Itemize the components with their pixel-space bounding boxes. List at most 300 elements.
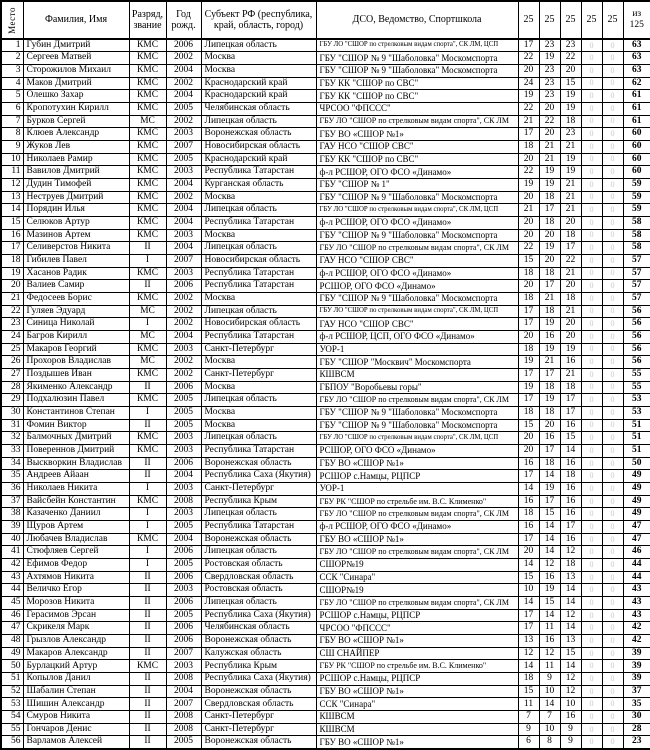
score-1: 18 bbox=[518, 140, 539, 153]
score-5: 0 bbox=[602, 204, 623, 217]
athlete-name: Хасанов Радик bbox=[23, 267, 129, 280]
athlete-name: Кропотухин Кирилл bbox=[23, 102, 129, 115]
club: ГБУ "СШОР № 9 "Шаболовка" Москомспорта bbox=[316, 52, 518, 65]
region: Новосибирская область bbox=[201, 254, 316, 267]
club: КШВСМ bbox=[316, 711, 518, 724]
place: 13 bbox=[1, 191, 23, 204]
score-4: 0 bbox=[581, 457, 602, 470]
score-4: 0 bbox=[581, 368, 602, 381]
place: 17 bbox=[1, 242, 23, 255]
birth-year: 2002 bbox=[166, 356, 201, 369]
score-5: 0 bbox=[602, 609, 623, 622]
score-2: 19 bbox=[539, 483, 560, 496]
table-row bbox=[1, 571, 650, 584]
athlete-name: Выскворкин Владислав bbox=[23, 457, 129, 470]
score-5: 0 bbox=[602, 660, 623, 673]
athlete-name: Николаев Никита bbox=[23, 483, 129, 496]
score-5: 0 bbox=[602, 647, 623, 660]
score-3: 14 bbox=[560, 622, 581, 635]
region: Липецкая область bbox=[201, 508, 316, 521]
birth-year: 2003 bbox=[166, 483, 201, 496]
score-1: 21 bbox=[518, 115, 539, 128]
birth-year: 2002 bbox=[166, 318, 201, 331]
score-1: 17 bbox=[518, 533, 539, 546]
score-3: 20 bbox=[560, 64, 581, 77]
birth-year: 2008 bbox=[166, 673, 201, 686]
score-2: 14 bbox=[539, 521, 560, 534]
table-row bbox=[1, 660, 650, 673]
table-row bbox=[1, 457, 650, 470]
birth-year: 2003 bbox=[166, 267, 201, 280]
score-1: 18 bbox=[518, 508, 539, 521]
rank: КМС bbox=[129, 533, 166, 546]
athlete-name: Бурлацкий Артур bbox=[23, 660, 129, 673]
place: 36 bbox=[1, 483, 23, 496]
region: Ростовская область bbox=[201, 559, 316, 572]
score-1: 12 bbox=[518, 647, 539, 660]
total: 39 bbox=[623, 673, 650, 686]
score-4: 0 bbox=[581, 584, 602, 597]
score-2: 17 bbox=[539, 445, 560, 458]
birth-year: 2002 bbox=[166, 305, 201, 318]
total: 57 bbox=[623, 267, 650, 280]
rank: I bbox=[129, 559, 166, 572]
total: 43 bbox=[623, 609, 650, 622]
score-3: 18 bbox=[560, 229, 581, 242]
birth-year: 2007 bbox=[166, 140, 201, 153]
score-2: 8 bbox=[539, 736, 560, 749]
rank: КМС bbox=[129, 445, 166, 458]
place: 52 bbox=[1, 685, 23, 698]
score-4: 0 bbox=[581, 330, 602, 343]
place: 35 bbox=[1, 470, 23, 483]
score-1: 13 bbox=[518, 635, 539, 648]
region: Свердловская область bbox=[201, 571, 316, 584]
rank: II bbox=[129, 470, 166, 483]
score-4: 0 bbox=[581, 736, 602, 749]
place: 23 bbox=[1, 318, 23, 331]
score-5: 0 bbox=[602, 597, 623, 610]
total: 60 bbox=[623, 140, 650, 153]
region: Республика Татарстан bbox=[201, 166, 316, 179]
score-5: 0 bbox=[602, 635, 623, 648]
rank: КМС bbox=[129, 216, 166, 229]
birth-year: 2004 bbox=[166, 178, 201, 191]
region: Свердловская область bbox=[201, 698, 316, 711]
total: 42 bbox=[623, 622, 650, 635]
score-2: 21 bbox=[539, 140, 560, 153]
score-3: 16 bbox=[560, 457, 581, 470]
birth-year: 2002 bbox=[166, 115, 201, 128]
total: 59 bbox=[623, 191, 650, 204]
club: ГБУ ЛО "СШОР по стрелковым видам спорта", СК ЛМ bbox=[316, 242, 518, 255]
score-2: 11 bbox=[539, 660, 560, 673]
total: 62 bbox=[623, 77, 650, 90]
birth-year: 2008 bbox=[166, 711, 201, 724]
total: 60 bbox=[623, 153, 650, 166]
score-1: 17 bbox=[518, 305, 539, 318]
score-2: 16 bbox=[539, 330, 560, 343]
table-row bbox=[1, 77, 650, 90]
club: ГБУ КК "СШОР по СВС" bbox=[316, 90, 518, 103]
score-4: 0 bbox=[581, 597, 602, 610]
athlete-name: Багров Кирилл bbox=[23, 330, 129, 343]
region: Липецкая область bbox=[201, 394, 316, 407]
rank: КМС bbox=[129, 39, 166, 52]
athlete-name: Варламов Алексей bbox=[23, 736, 129, 749]
score-5: 0 bbox=[602, 736, 623, 749]
score-5: 0 bbox=[602, 445, 623, 458]
score-4: 0 bbox=[581, 90, 602, 103]
athlete-name: Копылов Данил bbox=[23, 673, 129, 686]
total: 55 bbox=[623, 381, 650, 394]
athlete-name: Якименко Александр bbox=[23, 381, 129, 394]
rank: I bbox=[129, 254, 166, 267]
table-row bbox=[1, 685, 650, 698]
total: 61 bbox=[623, 90, 650, 103]
place: 16 bbox=[1, 229, 23, 242]
score-1: 17 bbox=[518, 470, 539, 483]
score-3: 16 bbox=[560, 356, 581, 369]
athlete-name: Поздышев Иван bbox=[23, 368, 129, 381]
score-2: 19 bbox=[539, 178, 560, 191]
athlete-name: Селиверстов Никита bbox=[23, 242, 129, 255]
total: 60 bbox=[623, 128, 650, 141]
score-5: 0 bbox=[602, 546, 623, 559]
total: 39 bbox=[623, 647, 650, 660]
score-4: 0 bbox=[581, 216, 602, 229]
table-row bbox=[1, 166, 650, 179]
table-row bbox=[1, 508, 650, 521]
total: 49 bbox=[623, 495, 650, 508]
club: ГБУ КК "СШОР по СВС" bbox=[316, 153, 518, 166]
score-4: 0 bbox=[581, 559, 602, 572]
total: 43 bbox=[623, 584, 650, 597]
score-1: 20 bbox=[518, 546, 539, 559]
score-5: 0 bbox=[602, 711, 623, 724]
score-2: 18 bbox=[539, 191, 560, 204]
score-1: 7 bbox=[518, 711, 539, 724]
place: 19 bbox=[1, 267, 23, 280]
total: 44 bbox=[623, 571, 650, 584]
score-3: 16 bbox=[560, 711, 581, 724]
column-header-total: из 125 bbox=[623, 1, 650, 39]
table-row bbox=[1, 673, 650, 686]
score-5: 0 bbox=[602, 584, 623, 597]
athlete-name: Сергеев Матвей bbox=[23, 52, 129, 65]
score-3: 23 bbox=[560, 39, 581, 52]
table-row bbox=[1, 39, 650, 52]
rank: КМС bbox=[129, 102, 166, 115]
club: УОР-1 bbox=[316, 483, 518, 496]
score-1: 14 bbox=[518, 483, 539, 496]
score-2: 19 bbox=[539, 394, 560, 407]
rank: МС bbox=[129, 305, 166, 318]
total: 47 bbox=[623, 533, 650, 546]
score-4: 0 bbox=[581, 77, 602, 90]
score-2: 19 bbox=[539, 52, 560, 65]
birth-year: 2003 bbox=[166, 229, 201, 242]
score-2: 18 bbox=[539, 267, 560, 280]
table-row bbox=[1, 711, 650, 724]
place: 46 bbox=[1, 609, 23, 622]
table-row bbox=[1, 609, 650, 622]
score-5: 0 bbox=[602, 622, 623, 635]
athlete-name: Смуров Никита bbox=[23, 711, 129, 724]
score-1: 18 bbox=[518, 406, 539, 419]
rank: КМС bbox=[129, 64, 166, 77]
score-4: 0 bbox=[581, 432, 602, 445]
column-header-score-1: 25 bbox=[518, 1, 539, 39]
table-row bbox=[1, 204, 650, 217]
score-4: 0 bbox=[581, 483, 602, 496]
score-5: 0 bbox=[602, 419, 623, 432]
rank: КМС bbox=[129, 140, 166, 153]
birth-year: 2004 bbox=[166, 64, 201, 77]
score-2: 16 bbox=[539, 432, 560, 445]
total: 56 bbox=[623, 356, 650, 369]
score-2: 14 bbox=[539, 698, 560, 711]
athlete-name: Порядин Илья bbox=[23, 204, 129, 217]
place: 53 bbox=[1, 698, 23, 711]
place: 25 bbox=[1, 343, 23, 356]
birth-year: 2004 bbox=[166, 330, 201, 343]
region: Новосибирская область bbox=[201, 318, 316, 331]
rank: II bbox=[129, 698, 166, 711]
table-row bbox=[1, 102, 650, 115]
table-row bbox=[1, 90, 650, 103]
score-2: 18 bbox=[539, 457, 560, 470]
total: 55 bbox=[623, 368, 650, 381]
table-row bbox=[1, 736, 650, 749]
rank: II bbox=[129, 242, 166, 255]
birth-year: 2003 bbox=[166, 508, 201, 521]
score-3: 19 bbox=[560, 90, 581, 103]
total: 37 bbox=[623, 685, 650, 698]
score-3: 19 bbox=[560, 153, 581, 166]
rank: II bbox=[129, 685, 166, 698]
score-5: 0 bbox=[602, 242, 623, 255]
table-row bbox=[1, 419, 650, 432]
region: Ростовская область bbox=[201, 584, 316, 597]
score-4: 0 bbox=[581, 660, 602, 673]
score-2: 18 bbox=[539, 406, 560, 419]
score-5: 0 bbox=[602, 330, 623, 343]
total: 49 bbox=[623, 470, 650, 483]
score-1: 20 bbox=[518, 445, 539, 458]
score-3: 23 bbox=[560, 128, 581, 141]
total: 56 bbox=[623, 330, 650, 343]
rank: I bbox=[129, 546, 166, 559]
score-5: 0 bbox=[602, 90, 623, 103]
birth-year: 2003 bbox=[166, 343, 201, 356]
athlete-name: Дудин Тимофей bbox=[23, 178, 129, 191]
column-header-year: Год рожд. bbox=[166, 1, 201, 39]
score-3: 9 bbox=[560, 736, 581, 749]
total: 43 bbox=[623, 597, 650, 610]
score-5: 0 bbox=[602, 140, 623, 153]
club: ЧРСОО "ФПССС" bbox=[316, 622, 518, 635]
club: ф-л РСШОР, ОГО ФСО «Динамо» bbox=[316, 216, 518, 229]
club: РСШОР, ОГО ФСО «Динамо» bbox=[316, 280, 518, 293]
score-4: 0 bbox=[581, 622, 602, 635]
club: СШОР№19 bbox=[316, 584, 518, 597]
club: ГБУ ЛО "СШОР по стрелковым видам спорта", СК ЛМ bbox=[316, 508, 518, 521]
region: Республика Саха (Якутия) bbox=[201, 673, 316, 686]
total: 60 bbox=[623, 166, 650, 179]
score-5: 0 bbox=[602, 128, 623, 141]
rank: КМС bbox=[129, 77, 166, 90]
athlete-name: Синица Николай bbox=[23, 318, 129, 331]
athlete-name: Скрикеля Марк bbox=[23, 622, 129, 635]
table-row bbox=[1, 229, 650, 242]
birth-year: 2005 bbox=[166, 559, 201, 572]
score-5: 0 bbox=[602, 115, 623, 128]
club: СШОР№19 bbox=[316, 559, 518, 572]
club: РСШОР, ОГО ФСО «Динамо» bbox=[316, 445, 518, 458]
score-4: 0 bbox=[581, 115, 602, 128]
club: ГБУ "СШОР № 9 "Шаболовка" Москомспорта bbox=[316, 419, 518, 432]
score-1: 17 bbox=[518, 368, 539, 381]
score-2: 21 bbox=[539, 356, 560, 369]
club: ССК "Синара" bbox=[316, 698, 518, 711]
score-3: 21 bbox=[560, 368, 581, 381]
place: 20 bbox=[1, 280, 23, 293]
total: 61 bbox=[623, 115, 650, 128]
birth-year: 2004 bbox=[166, 204, 201, 217]
place: 55 bbox=[1, 723, 23, 736]
score-5: 0 bbox=[602, 178, 623, 191]
place: 47 bbox=[1, 622, 23, 635]
score-1: 16 bbox=[518, 495, 539, 508]
birth-year: 2005 bbox=[166, 736, 201, 749]
club: ГБУ ВО «СШОР №1» bbox=[316, 128, 518, 141]
rank: II bbox=[129, 280, 166, 293]
region: Липецкая область bbox=[201, 115, 316, 128]
table-row bbox=[1, 432, 650, 445]
score-4: 0 bbox=[581, 495, 602, 508]
total: 53 bbox=[623, 406, 650, 419]
score-3: 15 bbox=[560, 647, 581, 660]
region: Санкт-Петербург bbox=[201, 483, 316, 496]
score-5: 0 bbox=[602, 318, 623, 331]
athlete-name: Шишин Александр bbox=[23, 698, 129, 711]
region: Москва bbox=[201, 52, 316, 65]
score-5: 0 bbox=[602, 267, 623, 280]
score-3: 19 bbox=[560, 102, 581, 115]
score-2: 21 bbox=[539, 153, 560, 166]
score-5: 0 bbox=[602, 216, 623, 229]
total: 63 bbox=[623, 52, 650, 65]
place: 9 bbox=[1, 140, 23, 153]
score-2: 12 bbox=[539, 647, 560, 660]
score-4: 0 bbox=[581, 470, 602, 483]
score-3: 20 bbox=[560, 216, 581, 229]
score-1: 24 bbox=[518, 77, 539, 90]
score-5: 0 bbox=[602, 368, 623, 381]
score-1: 20 bbox=[518, 330, 539, 343]
score-4: 0 bbox=[581, 445, 602, 458]
place: 40 bbox=[1, 533, 23, 546]
club: РСШОР с.Намцы, РЦПСР bbox=[316, 470, 518, 483]
table-row bbox=[1, 305, 650, 318]
rank: КМС bbox=[129, 368, 166, 381]
column-header-region: Субъект РФ (республика, край, область, город) bbox=[201, 1, 316, 39]
score-1: 14 bbox=[518, 597, 539, 610]
region: Республика Татарстан bbox=[201, 445, 316, 458]
score-2: 14 bbox=[539, 546, 560, 559]
score-4: 0 bbox=[581, 191, 602, 204]
score-2: 17 bbox=[539, 495, 560, 508]
table-row bbox=[1, 267, 650, 280]
athlete-name: Макаров Александр bbox=[23, 647, 129, 660]
score-2: 10 bbox=[539, 685, 560, 698]
rank: I bbox=[129, 521, 166, 534]
score-5: 0 bbox=[602, 508, 623, 521]
score-4: 0 bbox=[581, 229, 602, 242]
score-2: 23 bbox=[539, 39, 560, 52]
rank: II bbox=[129, 571, 166, 584]
place: 6 bbox=[1, 102, 23, 115]
athlete-name: Стюфляев Сергей bbox=[23, 546, 129, 559]
athlete-name: Макаров Георгий bbox=[23, 343, 129, 356]
place: 38 bbox=[1, 508, 23, 521]
score-2: 18 bbox=[539, 305, 560, 318]
score-4: 0 bbox=[581, 318, 602, 331]
total: 30 bbox=[623, 711, 650, 724]
score-4: 0 bbox=[581, 166, 602, 179]
score-3: 20 bbox=[560, 330, 581, 343]
score-3: 18 bbox=[560, 559, 581, 572]
club: ф-л РСШОР, ОГО ФСО «Динамо» bbox=[316, 521, 518, 534]
total: 57 bbox=[623, 292, 650, 305]
place: 49 bbox=[1, 647, 23, 660]
score-5: 0 bbox=[602, 305, 623, 318]
score-3: 18 bbox=[560, 115, 581, 128]
table-row bbox=[1, 115, 650, 128]
region: Воронежская область bbox=[201, 685, 316, 698]
table-row bbox=[1, 254, 650, 267]
athlete-name: Сторожилов Михаил bbox=[23, 64, 129, 77]
birth-year: 2006 bbox=[166, 39, 201, 52]
club: СШ СНАЙПЕР bbox=[316, 647, 518, 660]
score-2: 14 bbox=[539, 533, 560, 546]
score-3: 20 bbox=[560, 318, 581, 331]
region: Республика Татарстан bbox=[201, 330, 316, 343]
score-1: 10 bbox=[518, 584, 539, 597]
total: 61 bbox=[623, 102, 650, 115]
score-4: 0 bbox=[581, 204, 602, 217]
region: Санкт-Петербург bbox=[201, 343, 316, 356]
place: 11 bbox=[1, 166, 23, 179]
athlete-name: Казаченко Даниил bbox=[23, 508, 129, 521]
score-3: 16 bbox=[560, 495, 581, 508]
region: Воронежская область bbox=[201, 457, 316, 470]
score-4: 0 bbox=[581, 609, 602, 622]
score-5: 0 bbox=[602, 102, 623, 115]
region: Москва bbox=[201, 406, 316, 419]
place: 7 bbox=[1, 115, 23, 128]
score-4: 0 bbox=[581, 254, 602, 267]
table-row bbox=[1, 597, 650, 610]
score-2: 19 bbox=[539, 584, 560, 597]
score-1: 9 bbox=[518, 723, 539, 736]
table-row bbox=[1, 343, 650, 356]
rank: КМС bbox=[129, 394, 166, 407]
score-4: 0 bbox=[581, 571, 602, 584]
club: ЧРСОО "ФПССС" bbox=[316, 102, 518, 115]
score-5: 0 bbox=[602, 356, 623, 369]
